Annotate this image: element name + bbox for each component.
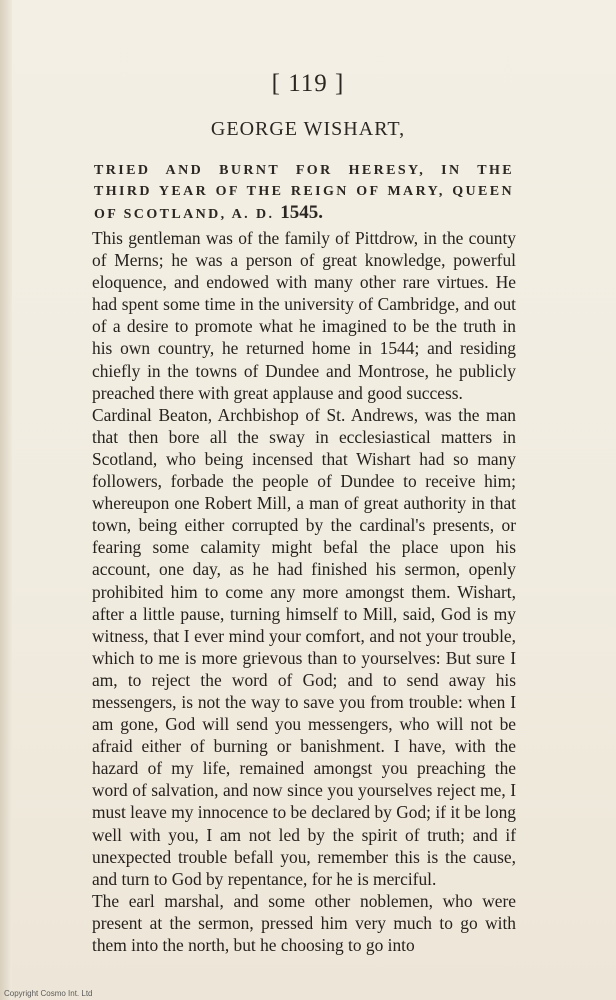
page-number: [ 119 ] [271, 70, 345, 97]
paragraph-2: Cardinal Beaton, Archbishop of St. Andrews, was the man that then bore all the sway in ecclesiastical matters in Scotland, who being incensed that Wishart had so many followers, forbade the people of Dundee to receive him; whereupon one Robert Mill, a man of great authority in that town, being either corrupted by the cardinal's presents, or fearing some calamity might befal the place upon his account, one day, as he had finished his sermon, openly prohibited him to come any more amongst them. Wishart, after a little pause, turning himself to Mill, said, God is my witness, that I ever mind your comfort, and not your trouble, which to me is more grievous than to yourselves: But sure I am, to reject the word of God; and to send away his messengers, is not the way to save you from trouble: when I am gone, God will send you messengers, who will not be afraid either of burning or banishment. I have, with the hazard of my life, remained amongst you preaching the word of salvation, and now since you yourselves reject me, I must leave my innocence to be declared by God; if it be long well with you, I am not led by the spirit of truth; and if unexpected trouble befall you, remember this is the cause, and turn to God by repentance, for he is merciful. [92, 404, 517, 889]
copyright-watermark: Copyright Cosmo Int. Ltd [4, 989, 93, 998]
subtitle-text: TRIED AND BURNT FOR HERESY, IN THE THIRD YEAR OF THE REIGN OF MARY, QUEEN OF SCOTLAND, A. D. [94, 163, 514, 222]
chapter-title: GEORGE WISHART, [210, 118, 406, 140]
subtitle-year: 1545. [280, 202, 324, 223]
chapter-subtitle [94, 160, 514, 225]
body-text [92, 227, 516, 956]
paragraph-1: This gentleman was of the family of Pittdrow, in the county of Merns; he was a person of great knowledge, powerful eloquence, and endowed with many other rare virtues. He had spent some time in the university of Cambridge, and out of a desire to promote what he imagined to be the truth in his own country, he returned home in 1544; and residing chiefly in the towns of Dundee and Montrose, he publicly preached there with great applause and good success. [92, 228, 516, 403]
page-gutter-edge [0, 0, 12, 1000]
paragraph-3: The earl marshal, and some other noblemen, who were present at the sermon, pressed him very much to go with them into the north, but he choosing to go into [92, 890, 516, 955]
